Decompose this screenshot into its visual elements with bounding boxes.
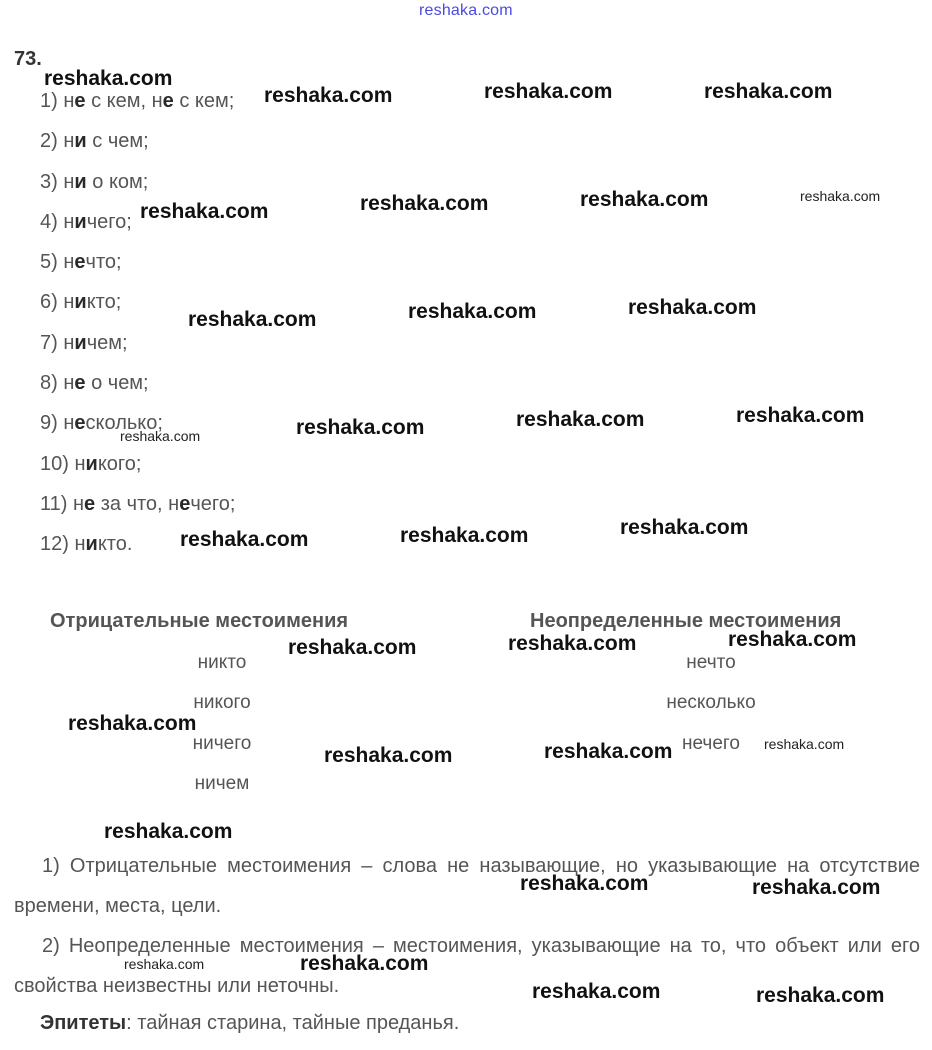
watermark: reshaka.com — [620, 516, 749, 539]
answer-text: н — [63, 170, 75, 193]
answer-text: чем; — [86, 331, 128, 354]
watermark: reshaka.com — [296, 416, 425, 439]
negative-pronouns-list — [162, 650, 282, 811]
epithets-line — [40, 1012, 459, 1035]
highlighted-letter: е — [179, 492, 191, 515]
watermark: reshaka.com — [408, 300, 537, 323]
indefinite-pronouns-list — [646, 650, 776, 771]
definition-negative-text: 1) Отрицательные местоимения – слова не называющие, но указывающие на отсутствие времени, места, цели. — [14, 855, 920, 917]
watermark: reshaka.com — [800, 188, 881, 204]
definition-indefinite-text: 2) Неопределенные местоимения – местоимения, указывающие на то, что объект или его свойства неизвестны или неточны. — [14, 935, 920, 997]
watermark: reshaka.com — [764, 736, 845, 752]
highlighted-letter: и — [74, 291, 87, 314]
watermark: reshaka.com — [752, 876, 881, 899]
answer-number: 7) — [40, 331, 58, 354]
answer-text: о ком; — [86, 170, 149, 193]
answer-text: н — [74, 533, 86, 556]
answer-item — [40, 531, 235, 571]
watermark: reshaka.com — [104, 820, 233, 843]
watermark: reshaka.com — [120, 428, 201, 444]
highlighted-letter: и — [85, 452, 98, 475]
answer-text: кого; — [97, 452, 142, 475]
watermark: reshaka.com — [628, 296, 757, 319]
answer-item — [40, 289, 235, 329]
watermark: reshaka.com — [360, 192, 489, 215]
answer-item — [40, 330, 235, 370]
watermark: reshaka.com — [516, 408, 645, 431]
indefinite-pronouns-heading: Неопределенные местоимения — [530, 610, 842, 632]
watermark: reshaka.com — [188, 308, 317, 331]
indefinite-pronoun: нечто — [686, 652, 736, 673]
answer-item — [40, 209, 235, 249]
watermark: reshaka.com — [264, 84, 393, 107]
answer-number: 6) — [40, 291, 58, 314]
answer-item — [40, 128, 235, 168]
watermark: reshaka.com — [544, 740, 673, 763]
negative-pronoun: никого — [193, 692, 251, 714]
answer-item — [40, 249, 235, 289]
answer-text: за что, н — [95, 492, 180, 515]
exercise-number: 73. — [14, 48, 42, 70]
watermark: reshaka.com — [180, 528, 309, 551]
watermark: reshaka.com — [300, 952, 429, 975]
answer-item — [40, 491, 235, 531]
negative-pronoun: никто — [197, 652, 247, 673]
highlighted-letter: и — [74, 210, 87, 233]
answer-number: 1) — [40, 90, 58, 112]
answer-text: н — [63, 251, 75, 274]
answer-text: чего; — [86, 210, 132, 233]
answer-number: 2) — [40, 130, 58, 153]
watermark: reshaka.com — [140, 200, 269, 223]
answer-text: что; — [85, 251, 122, 274]
watermark: reshaka.com — [580, 188, 709, 211]
watermark: reshaka.com — [756, 984, 885, 1007]
highlighted-letter: е — [74, 412, 86, 435]
answer-text: н — [63, 130, 75, 153]
watermark: reshaka.com — [508, 632, 637, 655]
answer-item — [40, 451, 235, 491]
negative-pronoun: ничего — [192, 732, 252, 754]
answer-text: с чем; — [86, 130, 149, 153]
answer-text: с кем, н — [85, 90, 163, 112]
answer-text: н — [74, 452, 86, 475]
watermark: reshaka.com — [736, 404, 865, 427]
answer-number: 10) — [40, 452, 69, 475]
highlighted-letter: и — [74, 130, 87, 153]
negative-pronoun: ничем — [194, 772, 250, 794]
watermark: reshaka.com — [44, 67, 173, 90]
answer-number: 8) — [40, 372, 58, 395]
negative-pronouns-heading: Отрицательные местоимения — [50, 610, 349, 632]
epithets-label: Эпитеты — [40, 1012, 127, 1034]
answer-text: кто. — [97, 533, 133, 556]
answer-number: 9) — [40, 412, 58, 435]
site-watermark-header[interactable]: reshaka.com — [419, 2, 513, 19]
epithets-text: : тайная старина, тайные преданья. — [126, 1012, 460, 1034]
watermark: reshaka.com — [728, 628, 857, 651]
answer-number: 11) — [40, 492, 68, 515]
answer-number: 5) — [40, 251, 58, 274]
highlighted-letter: и — [74, 170, 87, 193]
answer-text: н — [63, 291, 75, 314]
answer-item — [40, 88, 235, 128]
highlighted-letter: и — [74, 331, 87, 354]
answer-text: н — [72, 492, 85, 515]
highlighted-letter: е — [74, 251, 86, 274]
highlighted-letter: и — [85, 533, 98, 556]
indefinite-pronoun: нечего — [682, 732, 740, 754]
highlighted-letter: е — [74, 90, 86, 112]
answer-item — [40, 410, 235, 450]
watermark: reshaka.com — [124, 956, 205, 972]
answer-item — [40, 169, 235, 209]
answer-number: 12) — [40, 533, 69, 556]
answer-text: н — [63, 372, 75, 395]
answer-text: кто; — [86, 291, 122, 314]
answer-text: о чем; — [85, 372, 149, 395]
watermark: reshaka.com — [400, 524, 529, 547]
watermark: reshaka.com — [324, 744, 453, 767]
watermark: reshaka.com — [520, 872, 649, 895]
answer-list — [40, 88, 235, 572]
watermark: reshaka.com — [68, 712, 197, 735]
definition-negative — [14, 846, 920, 926]
answer-text: н — [63, 90, 75, 112]
answer-number: 4) — [40, 210, 58, 233]
answer-item — [40, 370, 235, 410]
answer-text: чего; — [190, 492, 236, 515]
highlighted-letter: е — [84, 492, 96, 515]
answer-text: н — [63, 412, 75, 435]
indefinite-pronoun: несколько — [666, 692, 756, 714]
highlighted-letter: е — [162, 90, 174, 112]
watermark: reshaka.com — [288, 636, 417, 659]
watermark: reshaka.com — [704, 80, 833, 103]
watermark: reshaka.com — [532, 980, 661, 1003]
answer-number: 3) — [40, 170, 58, 193]
highlighted-letter: е — [74, 372, 86, 395]
answer-text: н — [63, 210, 75, 233]
watermark: reshaka.com — [484, 80, 613, 103]
answer-text: с кем; — [173, 90, 235, 112]
definition-indefinite — [14, 926, 920, 1006]
answer-text: сколько; — [85, 412, 163, 435]
answer-text: н — [63, 331, 75, 354]
